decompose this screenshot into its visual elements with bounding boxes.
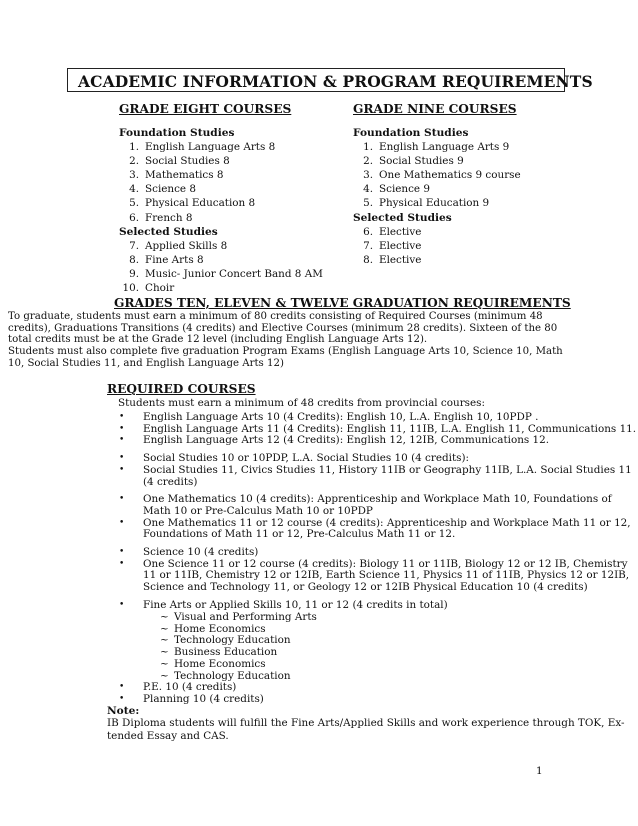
course-name: Science 9 <box>379 183 430 196</box>
note-text <box>107 717 625 742</box>
required-course-item <box>119 493 612 517</box>
text-line: Social Studies 11, Civics Studies 11, History 11IB or Geography 11IB, L.A. Social Studies 11 <box>143 463 632 476</box>
text-line: One Mathematics 10 (4 credits): Apprenticeship and Workplace Math 10, Foundations of <box>143 493 612 506</box>
text-line: One Mathematics 11 or 12 course (4 credits): Apprenticeship and Workplace Math 11 or 12, <box>143 516 631 529</box>
bullet-icon: • <box>119 453 125 464</box>
subitem-text: Home Economics <box>174 657 266 670</box>
required-course-item <box>119 412 589 424</box>
subitem-text: Business Education <box>174 646 278 659</box>
tilde-marker: ~ <box>160 634 169 647</box>
required-course-item <box>119 516 631 541</box>
course-name: English Language Arts 9 <box>379 141 510 154</box>
course-number: 4. <box>363 183 373 196</box>
bullet-icon: • <box>119 464 125 475</box>
fine-arts-item <box>119 600 589 612</box>
text-line: Math 10 or Pre-Calculus Math 10 or 10PDP <box>143 504 373 517</box>
course-item <box>119 182 323 196</box>
course-group <box>119 546 630 594</box>
grade9-course-list <box>353 126 521 267</box>
grade8-course-list <box>119 126 323 295</box>
page-number: 1 <box>536 765 543 777</box>
course-item <box>353 196 521 210</box>
bullet-icon: • <box>119 435 125 446</box>
course-number: 8. <box>363 253 373 266</box>
fine-arts-text: Fine Arts or Applied Skills 10, 11 or 12 (4 credits in total) <box>143 599 448 611</box>
course-number: 8. <box>129 253 139 266</box>
required-course-item <box>119 435 589 447</box>
subitem-text: Visual and Performing Arts <box>174 611 317 623</box>
required-course-text <box>131 435 589 447</box>
course-item <box>353 239 521 253</box>
planning-text: Planning 10 (4 credits) <box>143 693 264 705</box>
course-number: 1. <box>363 141 373 154</box>
bullet-icon: • <box>119 517 125 528</box>
text-line: English Language Arts 10 (4 Credits): English 10, L.A. English 10, 10PDP . <box>143 411 539 423</box>
course-name: Physical Education 9 <box>379 197 490 210</box>
required-course-list <box>119 411 637 600</box>
tilde-marker: ~ <box>160 669 169 682</box>
bullet-icon: • <box>119 412 125 422</box>
bullet-icon: • <box>119 547 125 558</box>
course-item <box>119 154 323 168</box>
course-item <box>353 154 521 168</box>
paragraph-line: 10, Social Studies 11, and English Language Arts 12) <box>8 357 284 369</box>
course-name: Social Studies 9 <box>379 155 464 168</box>
course-number: 5. <box>363 197 373 210</box>
course-name: Elective <box>379 253 422 266</box>
course-name: Elective <box>379 239 422 252</box>
subitem-text: Home Economics <box>174 622 266 635</box>
course-name: Choir <box>145 282 175 295</box>
course-group <box>119 452 632 488</box>
course-item <box>119 239 323 253</box>
course-number: 10. <box>122 282 139 295</box>
note-label: Note: <box>107 705 140 717</box>
grade9-heading: GRADE NINE COURSES <box>353 102 517 116</box>
required-course-text <box>131 463 632 488</box>
required-intro: Students must earn a minimum of 48 credits from provincial courses: <box>118 397 485 409</box>
selected-studies-label: Selected Studies <box>353 211 452 224</box>
course-number: 4. <box>129 183 139 196</box>
course-name: Social Studies 8 <box>145 155 230 168</box>
course-name: Science 8 <box>145 183 196 196</box>
course-item <box>353 253 521 267</box>
required-course-text <box>131 493 612 517</box>
exams-paragraph <box>8 346 638 369</box>
course-item <box>119 196 323 210</box>
course-number: 3. <box>129 169 139 182</box>
course-name: One Mathematics 9 course <box>379 169 521 182</box>
course-number: 2. <box>129 155 139 168</box>
course-item <box>119 140 323 154</box>
note-line: IB Diploma students will fulfill the Fine Arts/Applied Skills and work experience through TOK, Ex- <box>107 717 625 729</box>
graduation-heading: GRADES TEN, ELEVEN & TWELVE GRADUATION REQUIREMENTS <box>114 296 571 310</box>
course-item <box>119 253 323 267</box>
note-line: tended Essay and CAS. <box>107 729 229 742</box>
tilde-marker: ~ <box>160 611 169 623</box>
grade8-heading: GRADE EIGHT COURSES <box>119 102 292 116</box>
bullet-icon: • <box>119 423 125 434</box>
course-group <box>119 493 631 541</box>
course-item <box>353 182 521 196</box>
bullet-icon: • <box>119 600 125 610</box>
course-item <box>119 211 323 225</box>
bullet-icon: • <box>119 558 125 569</box>
tilde-marker: ~ <box>160 646 169 659</box>
course-item <box>353 225 521 239</box>
course-number: 6. <box>129 211 139 224</box>
text-line: Science 10 (4 credits) <box>143 546 259 559</box>
text-line: Social Studies 10 or 10PDP, L.A. Social Studies 10 (4 credits): <box>143 452 470 465</box>
subitem-text: Technology Education <box>174 634 291 647</box>
required-course-text <box>131 516 631 541</box>
paragraph-line: Students must also complete five graduation Program Exams (English Language Arts 10, Science 10, Math <box>8 346 563 357</box>
course-item <box>119 281 323 295</box>
course-name: Physical Education 8 <box>145 197 256 210</box>
course-name: Elective <box>379 225 422 238</box>
required-course-item <box>119 463 632 488</box>
text-line: English Language Arts 12 (4 Credits): English 12, 12IB, Communications 12. <box>143 434 550 447</box>
course-name: French 8 <box>145 211 193 224</box>
course-name: Fine Arts 8 <box>145 253 204 266</box>
course-item <box>353 140 521 154</box>
course-name: Music- Junior Concert Band 8 AM <box>145 267 323 280</box>
text-line: One Science 11 or 12 course (4 credits): Biology 11 or 11IB, Biology 12 or 12 IB, Chemistry <box>143 557 628 570</box>
bullet-icon: • <box>119 694 125 704</box>
required-course-text <box>131 557 630 594</box>
text-line: (4 credits) <box>143 475 198 488</box>
title-box <box>67 68 593 92</box>
pe-item <box>119 682 589 694</box>
foundation-studies-label: Foundation Studies <box>353 127 469 139</box>
text-line: 11 or 11IB, Chemistry 12 or 12IB, Earth Science 11, Physics 11 of 11IB, Physics 12 or 12IB, <box>143 569 630 582</box>
course-group <box>119 411 637 447</box>
bullet-icon: • <box>119 494 125 505</box>
fine-arts-sublist <box>160 612 317 682</box>
required-course-item <box>119 557 630 594</box>
tilde-marker: ~ <box>160 657 169 670</box>
paragraph-line: credits), Graduations Transitions (4 credits) and Elective Courses (minimum 28 credits). Sixteen of the 80 <box>8 322 558 334</box>
graduation-paragraph <box>8 311 638 346</box>
page-title: ACADEMIC INFORMATION & PROGRAM REQUIREMENTS <box>78 72 593 91</box>
course-number: 9. <box>129 267 139 280</box>
text-line: English Language Arts 11 (4 Credits): English 11, 11IB, L.A. English 11, Communications 11. <box>143 422 637 435</box>
course-number: 7. <box>363 239 373 252</box>
required-course-item <box>119 547 589 559</box>
paragraph-line: To graduate, students must earn a minimum of 80 credits consisting of Required Courses (minimum 48 <box>8 311 543 322</box>
course-item <box>119 168 323 182</box>
required-course-text <box>131 412 589 424</box>
bullet-icon: • <box>119 682 125 692</box>
required-courses-heading: REQUIRED COURSES <box>107 382 256 396</box>
selected-studies-label: Selected Studies <box>119 225 218 238</box>
course-number: 5. <box>129 197 139 210</box>
course-number: 3. <box>363 169 373 182</box>
course-item <box>119 267 323 281</box>
pe-text: P.E. 10 (4 credits) <box>143 681 237 693</box>
paragraph-line: total credits must be at the Grade 12 level (including English Language Arts 12). <box>8 334 428 346</box>
course-name: English Language Arts 8 <box>145 141 276 154</box>
subitem-text: Technology Education <box>174 669 291 682</box>
course-name: Applied Skills 8 <box>145 239 228 252</box>
required-course-text <box>131 547 589 559</box>
course-name: Mathematics 8 <box>145 169 224 182</box>
course-number: 7. <box>129 239 139 252</box>
planning-item <box>119 694 589 706</box>
text-line: Science and Technology 11, or Geology 12 or 12IB Physical Education 10 (4 credits) <box>143 581 588 594</box>
course-item <box>353 168 521 182</box>
foundation-studies-label: Foundation Studies <box>119 127 235 139</box>
course-number: 1. <box>129 141 139 154</box>
text-line: Foundations of Math 11 or 12, Pre-Calculus Math 11 or 12. <box>143 528 456 541</box>
tilde-marker: ~ <box>160 622 169 635</box>
course-number: 2. <box>363 155 373 168</box>
course-number: 6. <box>363 225 373 238</box>
